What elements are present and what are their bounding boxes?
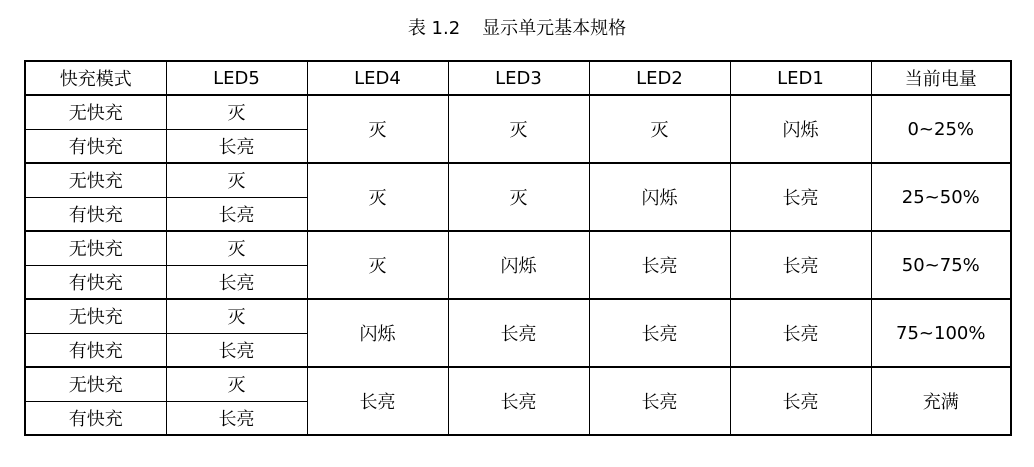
table-row [25, 95, 1011, 129]
led2-cell: 长亮 [589, 367, 730, 435]
mode-cell: 无快充 [25, 367, 166, 401]
header-current-charge: 当前电量 [871, 61, 1011, 95]
led3-cell: 长亮 [448, 367, 589, 435]
led1-cell: 长亮 [730, 231, 871, 299]
led1-cell: 长亮 [730, 367, 871, 435]
mode-cell: 无快充 [25, 163, 166, 197]
header-led1: LED1 [730, 61, 871, 95]
led5-cell: 灭 [166, 95, 307, 129]
led3-cell: 灭 [448, 163, 589, 231]
header-led5: LED5 [166, 61, 307, 95]
table-title: 显示单元基本规格 [482, 18, 627, 39]
table-row [25, 299, 1011, 333]
charge-level-cell: 50~75% [871, 231, 1011, 299]
led4-cell: 灭 [307, 95, 448, 163]
header-led4: LED4 [307, 61, 448, 95]
led3-cell: 长亮 [448, 299, 589, 367]
table-row [25, 367, 1011, 401]
mode-cell: 有快充 [25, 333, 166, 367]
header-fast-charge-mode: 快充模式 [25, 61, 166, 95]
led4-cell: 闪烁 [307, 299, 448, 367]
mode-cell: 有快充 [25, 129, 166, 163]
table-row [25, 231, 1011, 265]
mode-cell: 无快充 [25, 299, 166, 333]
header-row [25, 61, 1011, 95]
led2-cell: 灭 [589, 95, 730, 163]
led-spec-table [24, 60, 1012, 436]
header-led3: LED3 [448, 61, 589, 95]
led5-cell: 长亮 [166, 129, 307, 163]
mode-cell: 有快充 [25, 197, 166, 231]
charge-level-cell: 充满 [871, 367, 1011, 435]
led5-cell: 长亮 [166, 401, 307, 435]
led5-cell: 长亮 [166, 265, 307, 299]
table-caption [0, 16, 1034, 42]
mode-cell: 无快充 [25, 95, 166, 129]
table-number: 表 1.2 [407, 18, 461, 39]
led5-cell: 灭 [166, 231, 307, 265]
led5-cell: 灭 [166, 163, 307, 197]
header-led2: LED2 [589, 61, 730, 95]
charge-level-cell: 25~50% [871, 163, 1011, 231]
led2-cell: 长亮 [589, 299, 730, 367]
led3-cell: 闪烁 [448, 231, 589, 299]
table-row [25, 163, 1011, 197]
led1-cell: 闪烁 [730, 95, 871, 163]
led5-cell: 灭 [166, 367, 307, 401]
charge-level-cell: 0~25% [871, 95, 1011, 163]
charge-level-cell: 75~100% [871, 299, 1011, 367]
mode-cell: 有快充 [25, 265, 166, 299]
led1-cell: 长亮 [730, 299, 871, 367]
mode-cell: 有快充 [25, 401, 166, 435]
led5-cell: 长亮 [166, 333, 307, 367]
led5-cell: 灭 [166, 299, 307, 333]
led1-cell: 长亮 [730, 163, 871, 231]
led5-cell: 长亮 [166, 197, 307, 231]
led4-cell: 灭 [307, 163, 448, 231]
led2-cell: 闪烁 [589, 163, 730, 231]
led3-cell: 灭 [448, 95, 589, 163]
mode-cell: 无快充 [25, 231, 166, 265]
led4-cell: 长亮 [307, 367, 448, 435]
led2-cell: 长亮 [589, 231, 730, 299]
led4-cell: 灭 [307, 231, 448, 299]
